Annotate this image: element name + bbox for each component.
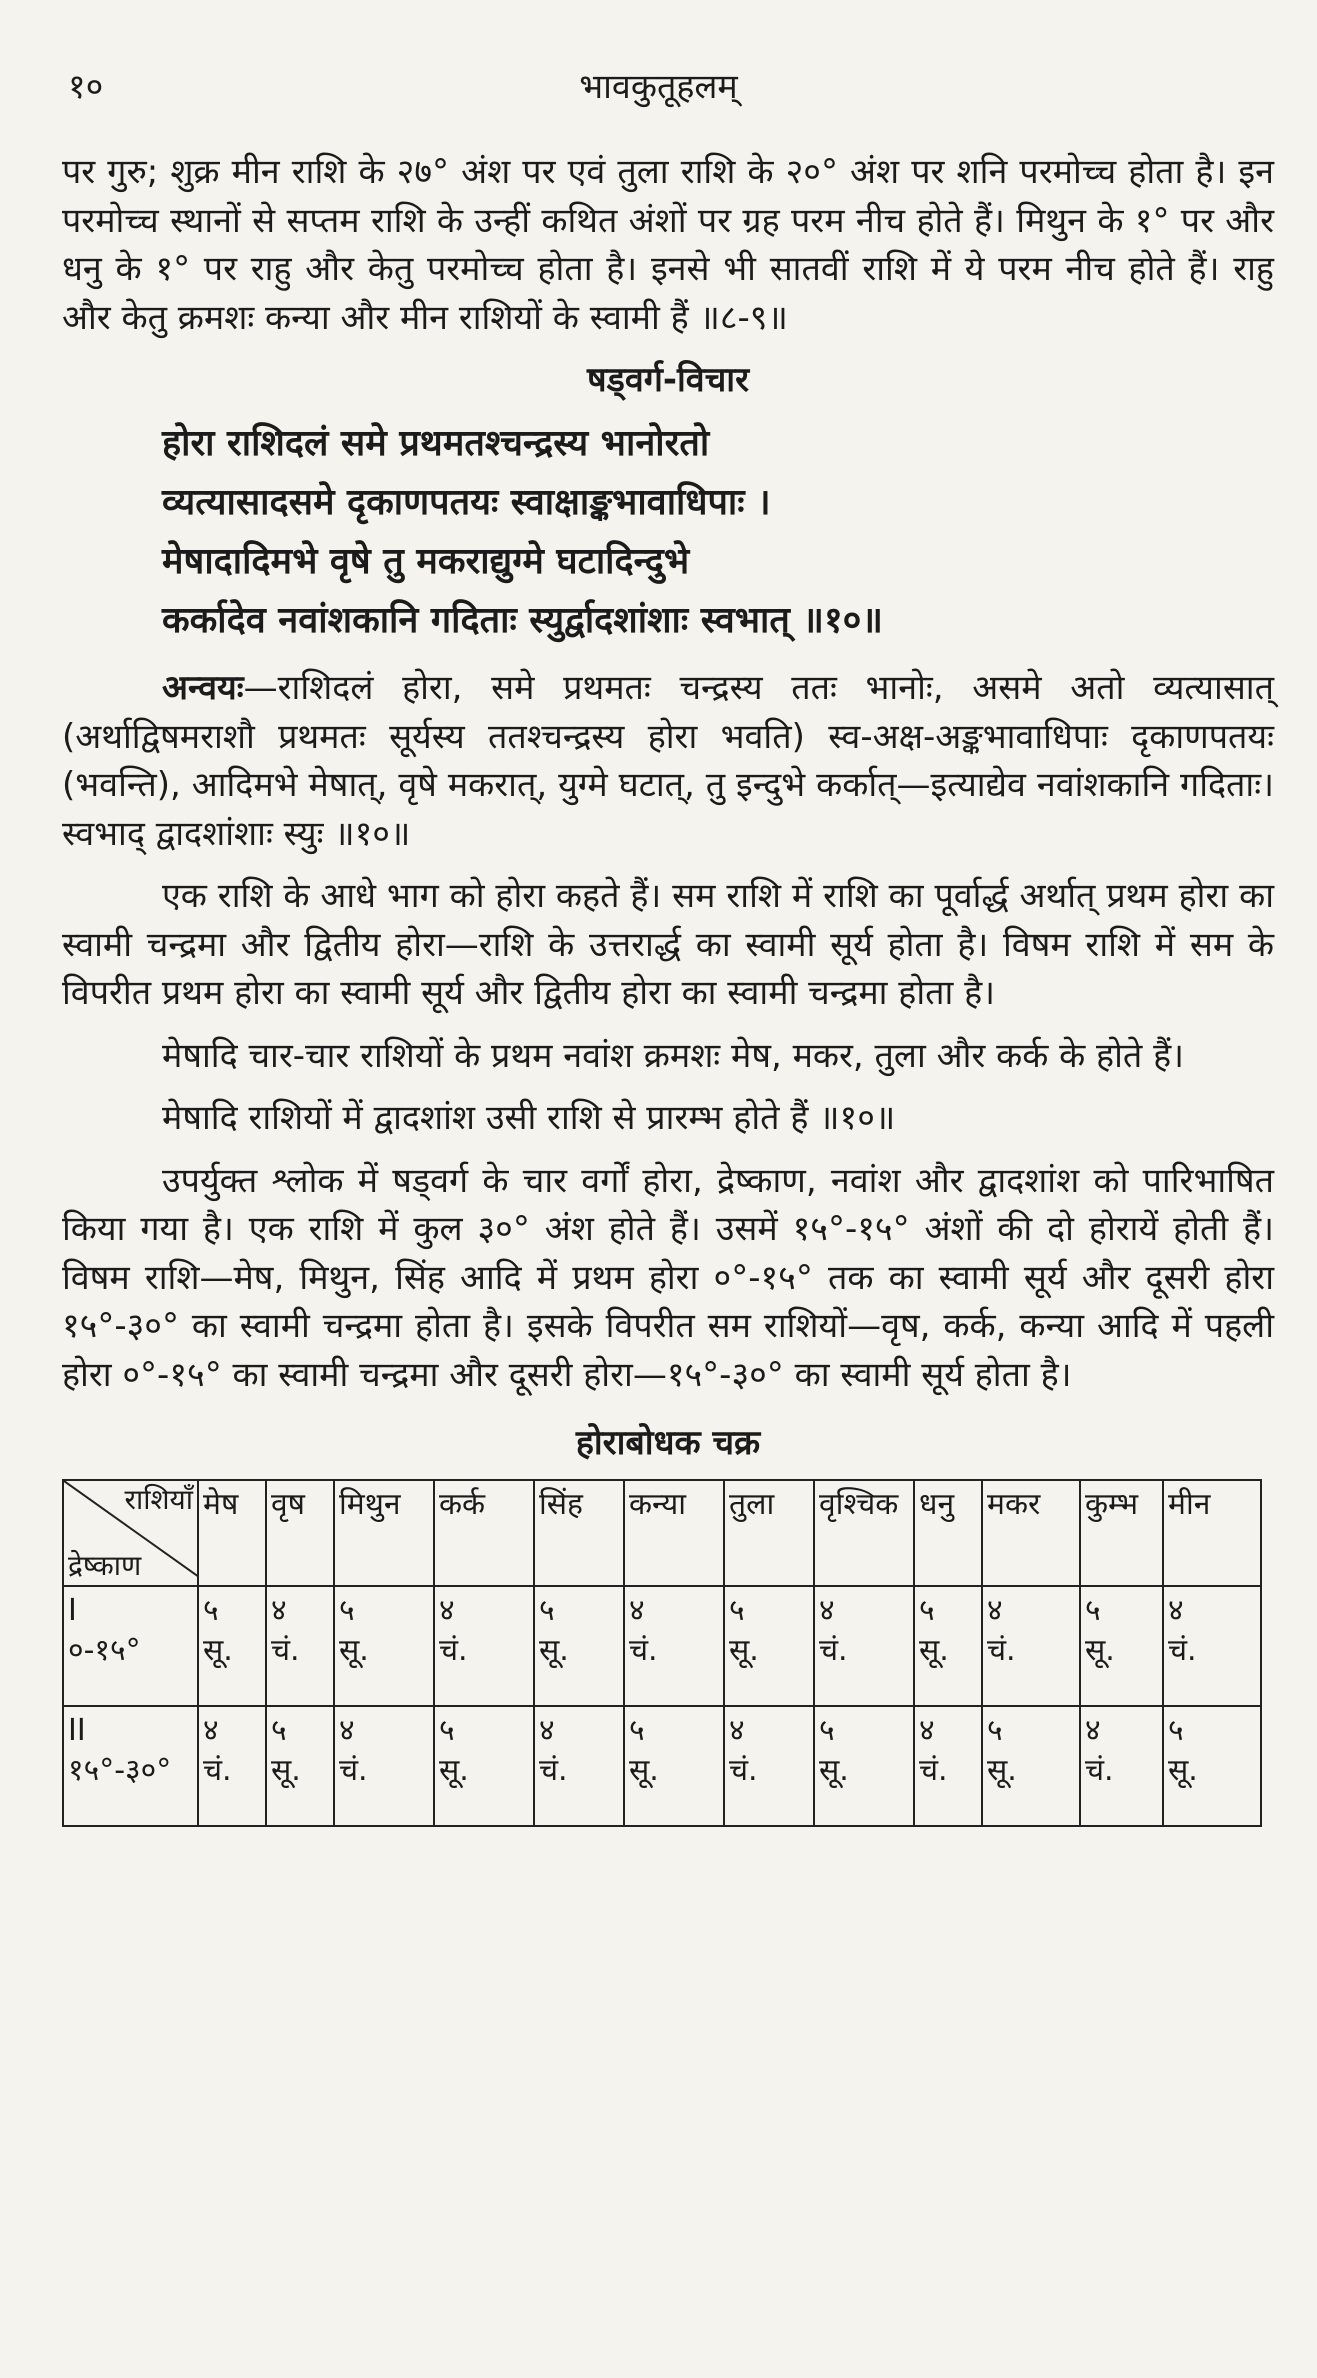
cell-number: ५ xyxy=(539,1593,555,1628)
commentary-paragraph: मेषादि राशियों में द्वादशांश उसी राशि से प्रारम्भ होते हैं ॥१०॥ xyxy=(162,1098,896,1138)
column-header: वृश्चिक xyxy=(814,1480,914,1586)
column-header: धनु xyxy=(914,1480,982,1586)
table-cell xyxy=(534,1586,624,1706)
cell-number: ५ xyxy=(819,1713,835,1748)
table-cell xyxy=(814,1586,914,1706)
column-header: मिथुन xyxy=(334,1480,434,1586)
cell-lord: सू. xyxy=(271,1753,301,1788)
table-cell xyxy=(334,1586,434,1706)
cell-number: ५ xyxy=(629,1713,645,1748)
cell-lord: चं. xyxy=(203,1753,232,1788)
section-heading: षड्वर्ग-विचार xyxy=(586,360,749,400)
table-cell xyxy=(624,1706,724,1826)
cell-number: ४ xyxy=(339,1713,355,1748)
cell-lord: सू. xyxy=(339,1633,369,1668)
book-title: भावकुतूहलम् xyxy=(579,67,738,107)
table-corner-cell xyxy=(63,1480,198,1586)
table-cell xyxy=(434,1706,534,1826)
cell-lord: चं. xyxy=(339,1753,368,1788)
table-cell xyxy=(534,1706,624,1826)
commentary-paragraph: एक राशि के आधे भाग को होरा कहते हैं। सम राशि में राशि का पूर्वार्द्ध अर्थात् प्रथम होरा का स्वामी चन्द्रमा और द्वितीय होरा—राशि के उत्तरार्द्ध का स्वामी सूर्य होता है। विषम राशि में सम के विपरीत प्रथम होरा का स्वामी सूर्य और द्वितीय होरा का स्वामी चन्द्रमा होता है। xyxy=(62,876,1274,1013)
verse-line: व्यत्यासादसमे दृकाणपतयः स्वाक्षाङ्कभावाधिपाः । xyxy=(162,482,771,523)
cell-lord: सू. xyxy=(729,1633,759,1668)
table-cell xyxy=(624,1586,724,1706)
table-cell xyxy=(724,1706,814,1826)
cell-number: ४ xyxy=(203,1713,219,1748)
table-cell xyxy=(914,1706,982,1826)
cell-lord: सू. xyxy=(987,1753,1017,1788)
table-cell xyxy=(1163,1586,1261,1706)
row-label: II xyxy=(68,1713,86,1748)
cell-lord: चं. xyxy=(1085,1753,1114,1788)
cell-number: ४ xyxy=(1085,1713,1101,1748)
column-header: मेष xyxy=(198,1480,266,1586)
cell-lord: चं. xyxy=(629,1633,658,1668)
column-header: कुम्भ xyxy=(1080,1480,1163,1586)
commentary-paragraph: उपर्युक्त श्लोक में षड्वर्ग के चार वर्गों होरा, द्रेष्काण, नवांश और द्वादशांश को पारिभाषित किया गया है। एक राशि में कुल ३०° अंश होते हैं। उसमें १५°-१५° अंशों की दो होरायें होती हैं। विषम राशि—मेष, मिथुन, सिंह आदि में प्रथम होरा ०°-१५° तक का स्वामी सूर्य और दूसरी होरा १५°-३०° का स्वामी चन्द्रमा होता है। इसके विपरीत सम राशियों—वृष, कर्क, कन्या आदि में पहली होरा ०°-१५° का स्वामी चन्द्रमा और दूसरी होरा—१५°-३०° का स्वामी सूर्य होता है। xyxy=(62,1160,1274,1395)
cell-number: ५ xyxy=(729,1593,745,1628)
table-cell xyxy=(724,1586,814,1706)
verse-line: कर्कादेव नवांशकानि गदिताः स्युर्द्वादशांशाः स्वभात् ॥१०॥ xyxy=(162,600,883,641)
anvaya-text: —राशिदलं होरा, समे प्रथमतः चन्द्रस्य ततः भानोः, असमे अतो व्यत्यासात् (अर्थाद्विषमराशौ प्रथमतः सूर्यस्य ततश्चन्द्रस्य होरा भवति) स्व-अक्ष-अङ्कभावाधिपाः दृकाणपतयः (भवन्ति), आदिमभे मेषात्, वृषे मकरात्, युग्मे घटात्, तु इन्दुभे कर्कात्—इत्याद्येव नवांशकानि गदिताः। स्वभाद् द्वादशांशाः स्युः ॥१०॥ xyxy=(62,668,1274,854)
column-header: वृष xyxy=(266,1480,334,1586)
table-title: होराबोधक चक्र xyxy=(575,1423,761,1463)
cell-number: ५ xyxy=(203,1593,219,1628)
row-header xyxy=(63,1586,198,1706)
cell-number: ५ xyxy=(439,1713,455,1748)
cell-number: ४ xyxy=(987,1593,1003,1628)
anvaya-label: अन्वयः xyxy=(162,668,244,708)
corner-label-rashi: राशियाँ xyxy=(124,1483,193,1516)
cell-number: ५ xyxy=(339,1593,355,1628)
column-header: मकर xyxy=(982,1480,1080,1586)
column-header: सिंह xyxy=(534,1480,624,1586)
table-row xyxy=(63,1586,1261,1706)
row-range: १५°-३०° xyxy=(68,1753,172,1788)
verse-line: होरा राशिदलं समे प्रथमतश्चन्द्रस्य भानोरतो xyxy=(162,423,710,464)
table-cell xyxy=(814,1706,914,1826)
row-range: ०-१५° xyxy=(68,1633,141,1668)
cell-number: ४ xyxy=(819,1593,835,1628)
table-cell xyxy=(982,1706,1080,1826)
cell-number: ४ xyxy=(439,1593,455,1628)
cell-lord: चं. xyxy=(1168,1633,1197,1668)
column-header: कन्या xyxy=(624,1480,724,1586)
cell-lord: सू. xyxy=(819,1753,849,1788)
cell-number: ४ xyxy=(271,1593,287,1628)
cell-number: ४ xyxy=(629,1593,645,1628)
cell-number: ५ xyxy=(1085,1593,1101,1628)
row-header xyxy=(63,1706,198,1826)
cell-number: ५ xyxy=(271,1713,287,1748)
cell-lord: चं. xyxy=(987,1633,1016,1668)
table-cell xyxy=(266,1706,334,1826)
cell-lord: चं. xyxy=(439,1633,468,1668)
table-cell xyxy=(434,1586,534,1706)
commentary-paragraph: मेषादि चार-चार राशियों के प्रथम नवांश क्रमशः मेष, मकर, तुला और कर्क के होते हैं। xyxy=(162,1035,1185,1076)
page-content xyxy=(62,148,1274,1827)
table-row xyxy=(63,1706,1261,1826)
cell-lord: चं. xyxy=(919,1753,948,1788)
cell-number: ५ xyxy=(1168,1713,1184,1748)
cell-number: ४ xyxy=(539,1713,555,1748)
cell-lord: सू. xyxy=(439,1753,469,1788)
corner-label-dreshkana: द्रेष्काण xyxy=(68,1549,142,1582)
sanskrit-verse xyxy=(62,414,1274,650)
hora-table xyxy=(62,1479,1262,1827)
table-cell xyxy=(1080,1586,1163,1706)
row-label: I xyxy=(68,1593,77,1628)
table-cell xyxy=(982,1586,1080,1706)
table-cell xyxy=(198,1586,266,1706)
cell-lord: चं. xyxy=(271,1633,300,1668)
cell-lord: चं. xyxy=(729,1753,758,1788)
page-number: १० xyxy=(68,67,104,107)
cell-lord: सू. xyxy=(1168,1753,1198,1788)
table-cell xyxy=(334,1706,434,1826)
cell-number: ४ xyxy=(919,1713,935,1748)
cell-lord: चं. xyxy=(819,1633,848,1668)
page-header xyxy=(62,62,1255,112)
verse-line: मेषादादिमभे वृषे तु मकराद्युग्मे घटादिन्दुभे xyxy=(162,541,690,582)
table-cell xyxy=(1163,1706,1261,1826)
cell-lord: सू. xyxy=(203,1633,233,1668)
cell-lord: सू. xyxy=(629,1753,659,1788)
cell-number: ५ xyxy=(919,1593,935,1628)
cell-lord: सू. xyxy=(539,1633,569,1668)
table-cell xyxy=(198,1706,266,1826)
column-header: तुला xyxy=(724,1480,814,1586)
cell-lord: सू. xyxy=(1085,1633,1115,1668)
table-cell xyxy=(1080,1706,1163,1826)
cell-number: ५ xyxy=(987,1713,1003,1748)
cell-number: ४ xyxy=(1168,1593,1184,1628)
cell-number: ४ xyxy=(729,1713,745,1748)
cell-lord: चं. xyxy=(539,1753,568,1788)
cell-lord: सू. xyxy=(919,1633,949,1668)
anvaya-paragraph xyxy=(62,664,1274,858)
column-header: मीन xyxy=(1163,1480,1261,1586)
table-cell xyxy=(266,1586,334,1706)
column-header: कर्क xyxy=(434,1480,534,1586)
table-cell xyxy=(914,1586,982,1706)
intro-paragraph: पर गुरु; शुक्र मीन राशि के २७° अंश पर एवं तुला राशि के २०° अंश पर शनि परमोच्च होता है। इन परमोच्च स्थानों से सप्तम राशि के उन्हीं कथित अंशों पर ग्रह परम नीच होते हैं। मिथुन के १° पर और धनु के १° पर राहु और केतु परमोच्च होता है। इनसे भी सातवीं राशि में ये परम नीच होते हैं। राहु और केतु क्रमशः कन्या और मीन राशियों के स्वामी हैं ॥८-९॥ xyxy=(62,152,1274,338)
table-header-row xyxy=(63,1480,1261,1586)
